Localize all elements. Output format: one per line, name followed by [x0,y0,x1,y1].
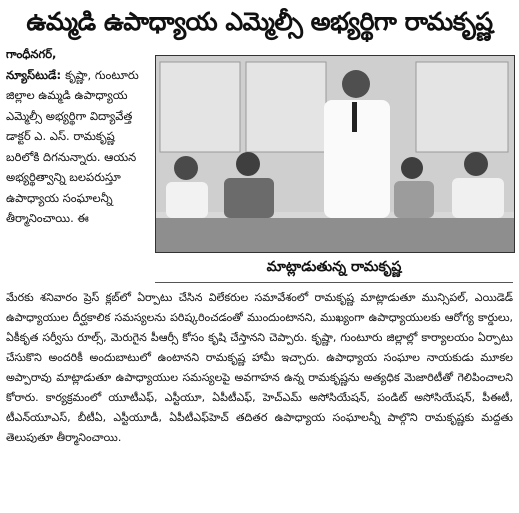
lead-column [6,44,150,229]
news-photo-illustration [156,56,514,252]
news-photo [155,55,515,253]
lead-paragraph: కృష్ణా, గుంటూరు జిల్లాల ఉమ్మడి ఉపాధ్యాయ ఎమ్మెల్సీ అభ్యర్థిగా విద్యావేత్త డాక్టర్ ఎ. ఎస్. రామకృష్ణ బరిలోకి దిగనున్నారు. ఆయన అభ్యర్థిత్వాన్ని బలపరుస్తూ ఉపాధ్యాయ సంఘాలన్నీ తీర్మానించాయి. ఈ [6,67,139,225]
article-body: మేరకు శనివారం ప్రెస్ క్లబ్‌లో ఏర్పాటు చేసిన విలేకరుల సమావేశంలో రామకృష్ణ మాట్లాడుతూ మున్సిపల్, ఎయిడెడ్ ఉపాధ్యాయుల దీర్ఘకాలిక సమస్యలను పరిష్కరించడంతో ముందుంటానని, ముఖ్యంగా ఉపాధ్యాయులకు ఆరోగ్య కార్డులు, ఏకీకృత సర్వీసు రూల్స్, మెరుగైన పీఆర్సీ కోసం కృషి చేస్తానని చెప్పారు. కృష్ణా, గుంటూరు జిల్లాల్లో కార్యాలయం ఏర్పాటు చేసుకొని అందరికీ అందుబాటులో ఉంటానని రామకృష్ణ హామీ ఇచ్చారు. ఉపాధ్యాయ సంఘాల నాయకుడు మూకల అప్పారావు మాట్లాడుతూ ఉపాధ్యాయుల సమస్యలపై అవగాహన ఉన్న రామకృష్ణను అత్యధిక మెజారిటీతో గెలిపించాలని కోరారు. కార్యక్రమంలో యూటీఎఫ్, ఎస్టీయూ, ఏపీటీఎఫ్, హెచ్ఎమ్ అసోసియేషన్, పండిట్ అసోసియేషన్, పీఈటీ, టీఎన్‌యూఎస్, బీటీఏ, ఎస్టీయూడీ, ఏపీటీఎఫ్‌హెచ్ తదితర ఉపాధ్యాయ సంఘాలన్నీ పాల్గొని రామకృష్ణకు మద్దతు తెలుపుతూ తీర్మానించాయి. [6,291,513,444]
photo-caption: మాట్లాడుతున్న రామకృష్ణ [155,252,513,283]
dateline-place: గాంధీనగర్, [6,47,57,61]
headline: ఉమ్మడి ఉపాధ్యాయ ఎమ్మెల్సీ అభ్యర్థిగా రామకృష్ణ [26,7,493,36]
dateline-source: న్యూస్‌టుడే: [6,67,62,82]
